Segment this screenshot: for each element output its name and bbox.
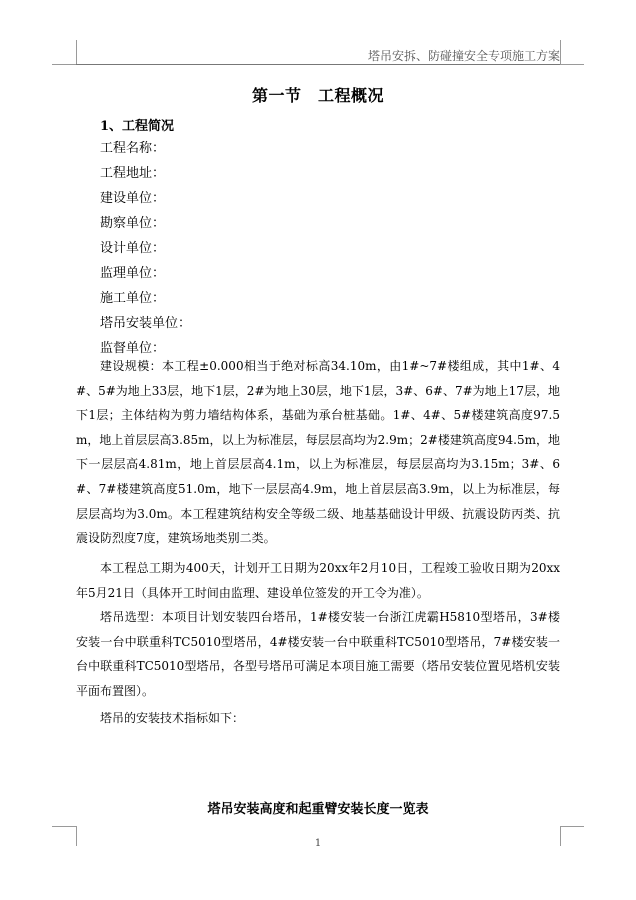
field-oversight-unit: 监督单位： bbox=[100, 341, 166, 356]
running-header: 塔吊安拆、防碰撞安全专项施工方案 bbox=[367, 49, 560, 63]
crop-mark-top-left-h bbox=[52, 64, 76, 65]
paragraph-install-intro: 塔吊的安装技术指标如下： bbox=[100, 711, 245, 725]
table-title: 塔吊安装高度和起重臂安装长度一览表 bbox=[207, 802, 429, 817]
field-project-address: 工程地址： bbox=[100, 166, 166, 181]
field-design-unit: 设计单位： bbox=[100, 241, 166, 256]
paragraph-crane-selection: 塔吊选型：本项目计划安装四台塔吊，1#楼安装一台浙江虎霸H5810型塔吊，3#楼安装一台中联重科TC5010型塔吊，4#楼安装一台中联重科TC5010型塔吊，7#楼安装一台中联重科TC5010型塔吊，各型号塔吊可满足本项目施工需要（塔吊安装位置见塔机安装平面布置图）。 bbox=[76, 610, 560, 698]
section-title: 第一节 工程概况 bbox=[251, 86, 384, 105]
page-number: 1 bbox=[314, 838, 322, 849]
field-crane-installer: 塔吊安装单位： bbox=[100, 316, 192, 331]
crop-mark-top-right-h bbox=[560, 64, 584, 65]
crop-mark-bottom-left-h bbox=[52, 826, 76, 827]
field-construction-unit: 施工单位： bbox=[100, 291, 166, 306]
crop-mark-top-left-v bbox=[76, 40, 77, 64]
field-project-name: 工程名称： bbox=[100, 141, 166, 156]
paragraph-schedule: 本工程总工期为400天，计划开工日期为20xx年2月10日，工程竣工验收日期为20xx年5月21日（具体开工时间由监理、建设单位签发的开工令为准）。 bbox=[76, 561, 560, 600]
subsection-title: 1、工程简况 bbox=[100, 119, 175, 134]
header-rule bbox=[76, 64, 560, 65]
field-client: 建设单位： bbox=[100, 191, 166, 206]
field-survey-unit: 勘察单位： bbox=[100, 216, 166, 231]
crop-mark-top-right-v bbox=[560, 40, 561, 64]
crop-mark-bottom-right-h bbox=[560, 826, 584, 827]
paragraph-construction-scale: 建设规模：本工程±0.000相当于绝对标高34.10m，由1#~7#楼组成，其中1#、4#、5#为地上33层，地下1层，2#为地上30层，地下1层，3#、6#、7#为地上17层，地下1层；主体结构为剪力墙结构体系，基础为承台桩基础。1#、4#、5#楼建筑高度97.5m，地上首层层高3.85m，以上为标准层，每层层高均为2.9m；2#楼建筑高度94.5m，地下一层层高4.81m，地上首层层高4.1m，以上为标准层，每层层高均为3.15m；3#、6#、7#楼建筑高度51.0m，地下一层层高4.9m，地上首层层高3.9m，以上为标准层，每层层高均为3.0m。本工程建筑结构安全等级二级、地基基础设计甲级、抗震设防丙类、抗震设防烈度7度，建筑场地类别二类。 bbox=[76, 359, 560, 546]
field-supervision-unit: 监理单位： bbox=[100, 266, 166, 281]
